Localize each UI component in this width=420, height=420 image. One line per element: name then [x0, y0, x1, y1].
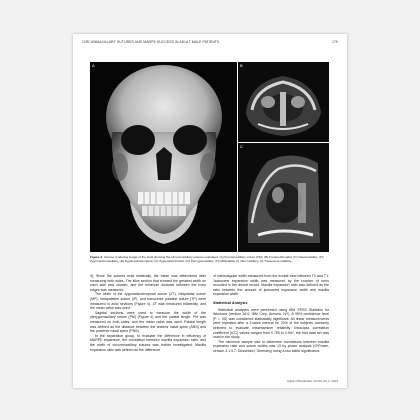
caption-text: Volume rendering image of the skull showing the circummaxillary sutures evaluated. (A) Frontomaxillary suture (FM), (B) Frontoethmoidal, (C) Nasomaxillary, (D) Zygomaticomaxillary, (E) Zygomaticotemporal, (F) Zygomaticofrontal, (G) Pterygomaxillary, (H) Midpalatal, (I) Intermaxillary, (J) Transverse palatine.	[90, 255, 324, 264]
left-paragraph: Sagittal sections were used to measure the width of the pterygomaxillary suture (PM) (Figure 4) and the palatal length. PM was measured on both sides, and the mean value was used. Palatal length was defined as the distance between the anterior nasal spine (ANS) and the posterior nasal spine (PNS).	[90, 310, 206, 334]
sagittal-section-image	[238, 143, 329, 252]
left-paragraph: The width of the zygomaticotemporal suture (ZT), midpalatal suture (MP), intrapalatine suture (IP), and transverse palatine suture (TP) were measured in axial sections (Figure 4). ZT was measured bilaterally, and the mean value was used.	[90, 292, 206, 311]
left-column	[90, 274, 206, 352]
left-paragraph: In the separation group, to evaluate the difference in efficiency of MARPE expansion, the correlation between maxilla expansion ratio, and the width of circummaxillary sutures was further investigated. Maxilla expansion ratio was defined as the difference	[90, 333, 206, 352]
running-title: CIRCUMMAXILLARY SUTURES AND MARPE SUCCESS IN ADULT MALE PATIENTS	[82, 40, 220, 44]
running-header	[82, 40, 338, 44]
journal-footer: Angle Orthodontist, Vol 93, No 2, 2023	[286, 379, 338, 383]
right-paragraph: of intercoagular width measured from the frontal view between T0 and T1. Jackscrew expansion width was measured by the number of turns recorded in the dental record. Maxilla expansion ratio was defined as the ratio between the amount of jackscrew expansion width and maxilla expansion width.	[213, 274, 329, 297]
right-paragraph: Statistical analyses were performed using IBM SPSS Statistics for Windows (version 26.0; IBM Corp, Armonk, NY). A 95% confidence level (P < .05) was considered statistically significant. All linear measurements were repeated after a 2-week interval for 20% of the subjects randomly selected to evaluate intraexaminer reliability. Intraclass correlation coefficient (ICC) values ranged from 0.755 to 0.967; the first data set was used in the study.	[213, 307, 329, 340]
right-paragraph: The minimum sample size to determine correlations between maxilla expansion ratio and suture widths was 13 by power analysis (G*Power, version 3.1.9.7; Düsseldorf, Germany) using a two-tailed significance	[213, 339, 329, 353]
journal-page	[73, 34, 347, 388]
figure-panel-b	[238, 62, 329, 142]
panel-label-c: C	[240, 144, 243, 149]
right-column	[213, 274, 329, 354]
panel-label-b: B	[240, 63, 243, 68]
axial-section-image	[238, 62, 329, 142]
skull-frontal-image	[90, 62, 237, 252]
figure-caption	[90, 255, 329, 263]
page-number: 179	[332, 40, 338, 44]
caption-label: Figure 2.	[90, 255, 103, 259]
section-heading: Statistical Analysis	[213, 300, 248, 305]
left-paragraph: 4). Since the sutures exist bilaterally, the mean was determined after measuring both sides. The slice section that showed the greatest width on each side was chosen, and the minimum distance between the bony edges was measured.	[90, 274, 206, 292]
figure-panel-c	[238, 143, 329, 252]
panel-label-a: A	[92, 63, 95, 68]
figure-panel-a	[90, 62, 237, 252]
